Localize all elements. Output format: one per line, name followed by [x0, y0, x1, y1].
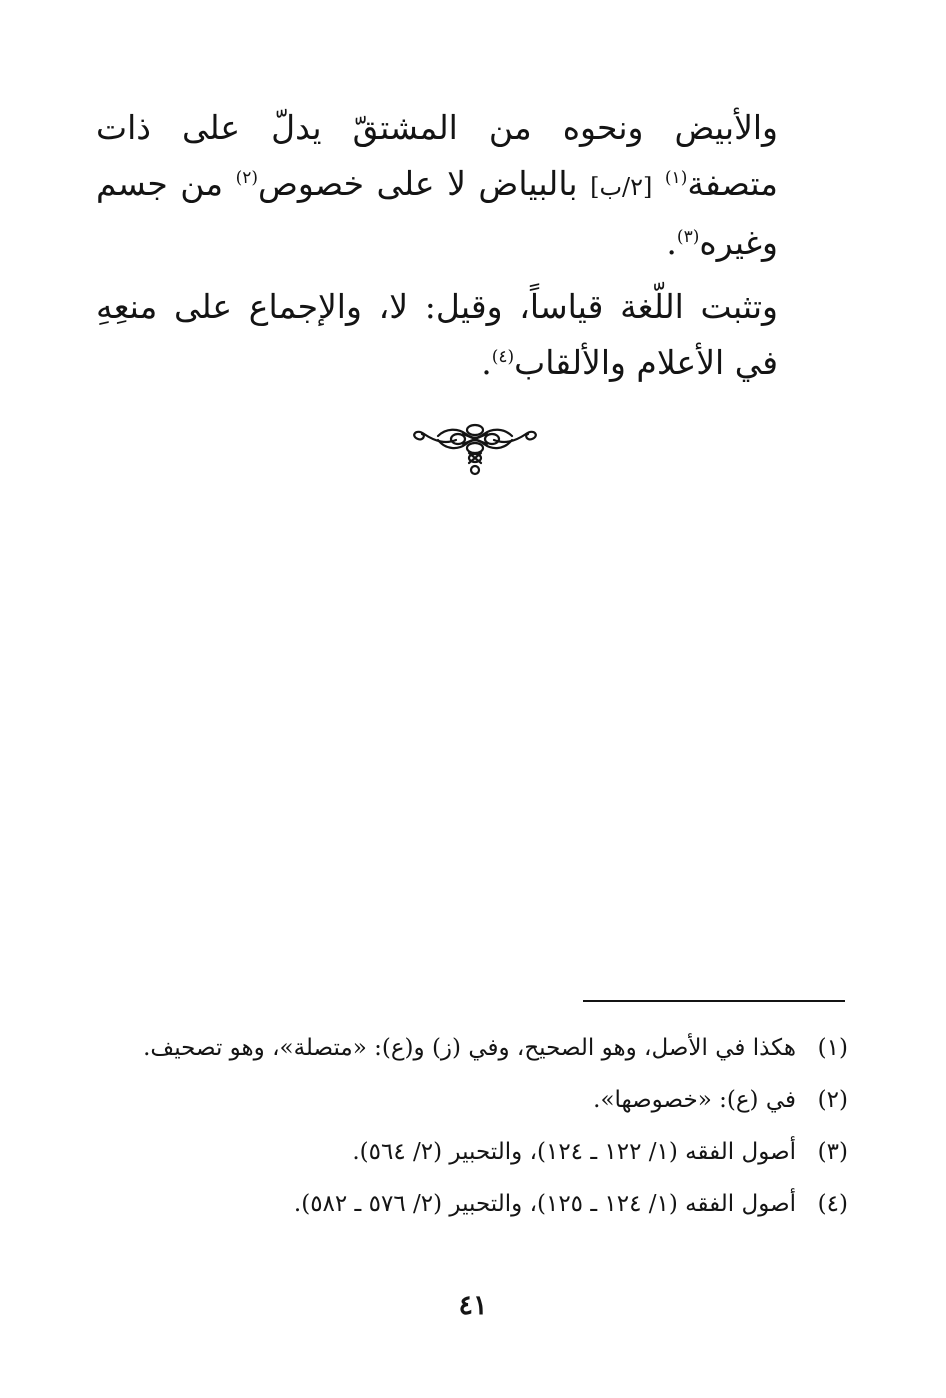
- footnote-ref-3: (٣): [676, 227, 700, 247]
- footnotes: [96, 1022, 848, 1230]
- paragraph-1-text-c: من جسم وغيره: [96, 164, 778, 262]
- paragraph-2: [96, 279, 850, 391]
- paragraph-1-text-a: والأبيض ونحوه من المشتقّ يدلّ على ذات متصفة: [96, 108, 778, 203]
- footnote-number: (٣): [817, 1139, 848, 1165]
- paragraph-1: [96, 100, 850, 271]
- footnote-number: (١): [817, 1035, 848, 1061]
- paragraph-1-end: .: [666, 223, 677, 262]
- footnote-ref-4: (٤): [491, 347, 515, 367]
- footnote-number: (٤): [817, 1191, 848, 1217]
- manuscript-folio-marker: [٢/ب]: [590, 173, 653, 201]
- footnote-separator: [583, 1000, 845, 1002]
- footnote-3: [96, 1126, 848, 1178]
- footnote-text: هكذا في الأصل، وهو الصحيح، وفي (ز) و(ع): «متصلة»، وهو تصحيف.: [143, 1035, 796, 1061]
- footnote-text: أصول الفقه (١/ ١٢٤ ـ ١٢٥)، والتحبير (٢/ ٥٧٦ ـ ٥٨٢).: [293, 1191, 796, 1217]
- footnote-2: [96, 1074, 848, 1126]
- paragraph-1-text-b: بالبياض لا على خصوص: [258, 164, 578, 203]
- footnote-ref-2: (٢): [235, 168, 259, 188]
- main-text: [96, 100, 850, 391]
- footnote-text: أصول الفقه (١/ ١٢٢ ـ ١٢٤)، والتحبير (٢/ ٥٦٤).: [352, 1139, 796, 1165]
- paragraph-2-text: وتثبت اللّغة قياساً، وقيل: لا، والإجماع على منعِهِ في الأعلام والألقاب: [96, 287, 778, 382]
- footnote-text: في (ع): «خصوصها».: [593, 1087, 796, 1113]
- section-end-ornament-icon: [410, 420, 540, 478]
- footnote-1: [96, 1022, 848, 1074]
- paragraph-2-end: .: [481, 343, 492, 382]
- footnote-number: (٢): [817, 1087, 848, 1113]
- page-number: ٤١: [458, 1290, 488, 1321]
- footnote-4: [96, 1178, 848, 1230]
- footnote-ref-1: (١): [664, 168, 688, 188]
